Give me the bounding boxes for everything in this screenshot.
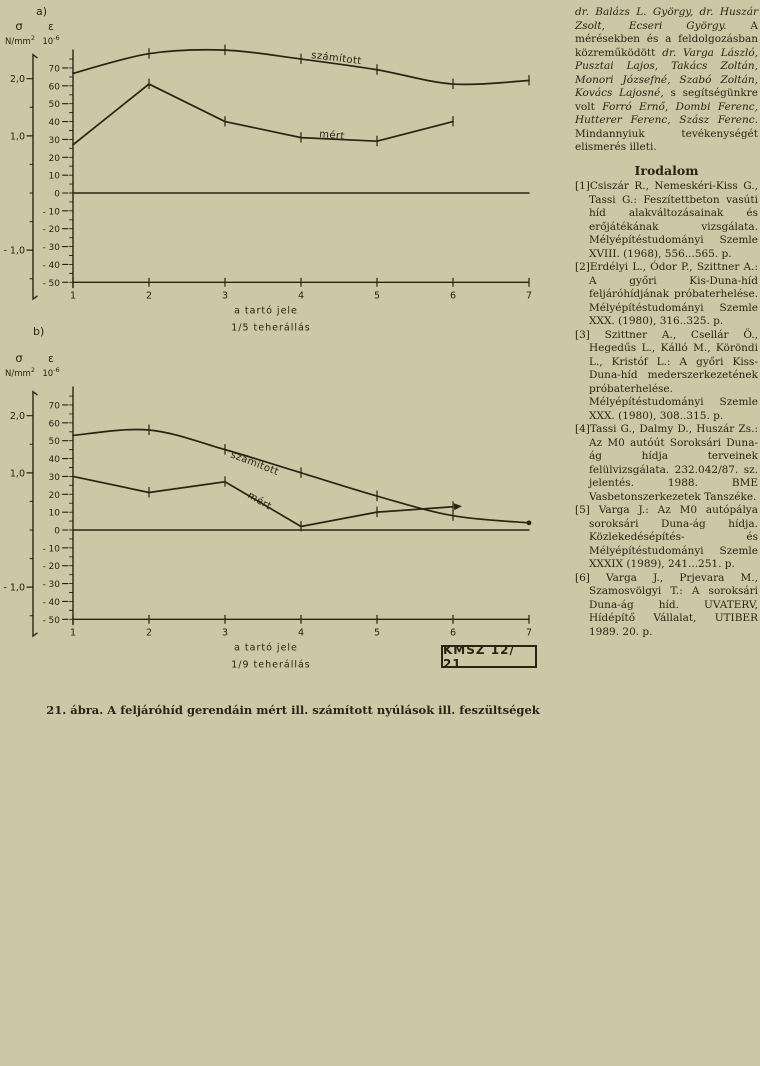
eps-tick-label: - 30 <box>42 580 60 591</box>
series-szamitott <box>73 425 531 525</box>
eps-tick-label: - 10 <box>42 207 60 218</box>
reference-marker: [2] <box>575 261 590 273</box>
x-tick-label: 2 <box>145 627 153 639</box>
eps-tick-label: - 40 <box>42 597 60 608</box>
reference-item: [3] Szittner A., Csellár Ö., Hegedűs L., Kálló M., Köröndi L., Kristóf L.: A győri Kiss-Duna-híd mederszerkezetének próbaterhelése. Mélyépítéstudományi Szemle XXX. (1980), 308..315. p. <box>575 328 758 422</box>
kmsz-stamp-text: KMSZ 12/ 21 <box>443 642 515 671</box>
x-tick-label: 3 <box>221 290 229 302</box>
reference-item: [5] Varga J.: Az M0 autópálya soroksári Duna-ág hídja. Közlekedésépítés- és Mélyépítéstudományi Szemle XXXIX (1989), 241...251. p. <box>575 504 758 570</box>
eps-tick-label: 20 <box>48 490 60 501</box>
eps-tick-label: 0 <box>54 526 60 537</box>
x-tick-label: 1 <box>69 627 77 639</box>
sigma-tick-label: - 1,0 <box>3 582 25 594</box>
series-label-mert: mért <box>318 129 346 143</box>
x-tick-label: 3 <box>221 627 229 639</box>
intro-names-run: dr. Balázs L. György, dr. Huszár Zsolt, Ecseri György. <box>575 6 758 32</box>
sigma-tick-label: - 1,0 <box>3 245 25 257</box>
eps-tick-label: - 30 <box>42 243 60 254</box>
chart-panel <box>3 5 532 333</box>
sigma-tick-label: 2,0 <box>9 411 25 423</box>
x-tick-label: 5 <box>373 627 381 639</box>
x-tick-label: 6 <box>449 627 457 639</box>
end-dot <box>527 520 532 525</box>
x-tick-label: 4 <box>297 627 305 639</box>
eps-symbol: ε <box>48 20 54 33</box>
kmsz-stamp <box>441 642 537 671</box>
x-axis-label: a tartó jele <box>234 642 298 654</box>
intro-names-run: Forró Ernő, Dombi Ferenc, Hutterer Ferenc, Szász Ferenc. <box>575 100 759 126</box>
end-arrow <box>454 503 462 510</box>
eps-tick-label: - 20 <box>42 225 60 236</box>
eps-tick-label: 10 <box>48 508 60 519</box>
chart-b <box>0 322 560 690</box>
series-label-mert: mért <box>245 490 274 513</box>
sigma-tick-label: 2,0 <box>9 74 25 86</box>
intro-text-run: s segítségünkre volt <box>575 87 758 113</box>
series-label-szamitott: számított <box>228 449 281 478</box>
chart-panel <box>3 325 532 670</box>
x-tick-label: 7 <box>525 290 533 302</box>
sigma-tick-label: 1,0 <box>9 131 25 143</box>
eps-tick-label: 0 <box>54 189 60 200</box>
eps-tick-label: 40 <box>48 455 60 466</box>
acknowledgement-paragraph <box>575 6 758 155</box>
eps-tick-label: 50 <box>48 437 60 448</box>
bibliography-heading: Irodalom <box>634 162 699 178</box>
load-case-label: 1/9 teherállás <box>231 659 311 671</box>
reference-item: [6] Varga J., Prjevara M., Szamosvölgyi T.: A soroksári Duna-ág híd. UVATERV, Hídépítő Vállalat, UTIBER 1989. 20. p. <box>575 571 758 638</box>
series-szamitott <box>73 45 529 88</box>
sigma-unit: $N/mm^2$ <box>5 366 35 379</box>
chart-a <box>0 0 560 340</box>
sigma-axis <box>3 351 37 636</box>
eps-tick-label: 30 <box>48 135 60 146</box>
eps-tick-label: 40 <box>48 118 60 129</box>
intro-text-run: Mindannyiuk tevékenységét elismerés illeti. <box>575 127 758 153</box>
sigma-unit: $N/mm^2$ <box>5 34 35 47</box>
eps-tick-label: 60 <box>48 82 60 93</box>
eps-tick-label: 10 <box>48 171 60 182</box>
eps-tick-label: 70 <box>48 401 60 412</box>
eps-tick-label: 70 <box>48 64 60 75</box>
panel-label: b) <box>33 325 45 338</box>
eps-tick-label: 30 <box>48 472 60 483</box>
x-tick-label: 5 <box>373 290 381 302</box>
eps-axis <box>42 352 68 626</box>
reference-item: [2]Erdélyi L., Ódor P., Szittner A.: A győri Kis-Duna-híd feljáróhídjának próbaterhelése. Mélyépítéstudományi Szemle XXX. (1980), 316..325. p. <box>575 261 758 327</box>
sigma-axis <box>3 19 37 299</box>
x-tick-label: 2 <box>145 290 153 302</box>
panel-label: a) <box>36 5 48 18</box>
reference-marker: [4] <box>575 423 590 435</box>
series-line-mert <box>73 84 453 145</box>
eps-tick-label: - 50 <box>42 278 60 289</box>
right-column <box>575 6 758 639</box>
eps-tick-label: 60 <box>48 419 60 430</box>
eps-unit: $10^{-6}$ <box>42 34 60 47</box>
x-tick-label: 7 <box>525 627 533 639</box>
eps-tick-label: - 50 <box>42 615 60 626</box>
series-label-szamitott: számított <box>310 50 363 68</box>
intro-names-run: dr. Varga László, Pusztai Lajos, Takács Zoltán, Monori Józsefné, Szabó Zoltán, Kovács Lajosné, <box>575 46 758 99</box>
eps-tick-label: 20 <box>48 153 60 164</box>
series-mert <box>73 79 453 146</box>
x-axis-label: a tartó jele <box>234 305 298 317</box>
x-tick-label: 4 <box>297 290 305 302</box>
load-case-label: 1/5 teherállás <box>231 322 311 334</box>
sigma-symbol: σ <box>15 351 23 365</box>
sigma-symbol: σ <box>15 19 23 33</box>
reference-marker: [6] <box>575 571 590 584</box>
reference-marker: [5] <box>575 504 590 516</box>
x-tick-label: 1 <box>69 290 77 302</box>
eps-unit: $10^{-6}$ <box>42 366 60 379</box>
eps-symbol: ε <box>48 352 54 365</box>
figure-caption: 21. ábra. A feljáróhíd gerendáin mért ill. számított nyúlások ill. feszültségek <box>46 703 540 717</box>
eps-tick-label: - 10 <box>42 544 60 555</box>
eps-tick-label: - 20 <box>42 562 60 573</box>
eps-axis <box>42 20 68 289</box>
intro-text-run: A mérésekben és a feldolgozásban közreműködött <box>575 19 758 59</box>
reference-marker: [3] <box>575 328 590 341</box>
reference-marker: [1] <box>575 180 590 192</box>
eps-tick-label: 50 <box>48 100 60 111</box>
x-tick-label: 6 <box>449 290 457 302</box>
reference-item: [1]Csiszár R., Nemeskéri-Kiss G., Tassi G.: Feszítettbeton vasúti híd alakváltozásainak és erőjátékának vizsgálata. Mélyépítéstudományi Szemle XVIII. (1968), 556...565. p. <box>575 180 758 260</box>
reference-list <box>575 180 758 639</box>
reference-item: [4]Tassi G., Dalmy D., Huszár Zs.: Az M0 autóút Soroksári Duna-ág hídja terveinek felülvizsgálata. 232.042/87. sz. jelentés. 1988. BME Vasbetonszerkezetek Tanszéke. <box>575 423 758 503</box>
sigma-tick-label: 1,0 <box>9 468 25 480</box>
eps-tick-label: - 40 <box>42 260 60 271</box>
